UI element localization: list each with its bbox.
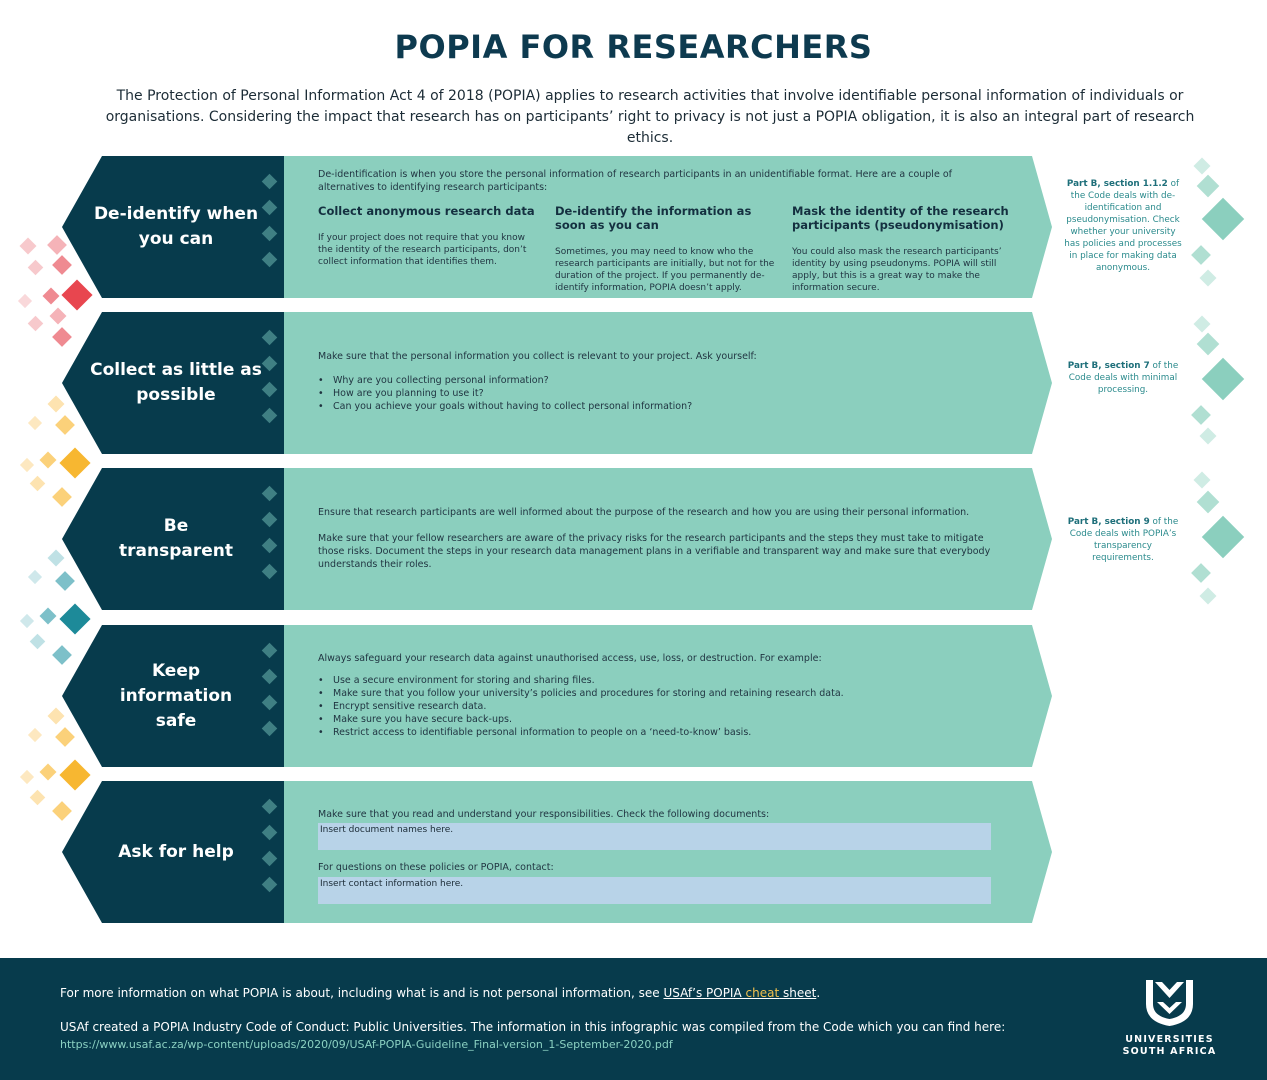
paragraph: Make sure that your fellow researchers are aware of the privacy risks for the research participants and the steps they must take to mitigate those risks. Document the steps in your research data management plans in a verifiable and transparent way and make sure that everybody understands their roles.	[318, 533, 991, 570]
section-keep-safe	[0, 625, 1267, 767]
list-item: • Make sure you have secure back-ups.	[318, 713, 1008, 726]
logo-wordmark: UNIVERSITIES SOUTH AFRICA	[1122, 1034, 1217, 1057]
code-reference: Part B, section 7 of the Code deals with minimal processing.	[1067, 361, 1179, 395]
section-intro: Make sure that you read and understand your responsibilities. Check the following documents:	[318, 809, 770, 820]
list-item: • Can you achieve your goals without having to collect personal information?	[318, 400, 1008, 413]
section-body	[318, 506, 1008, 571]
column-heading: De-identify the information as soon as you can	[555, 204, 752, 232]
column-pseudonymisation	[792, 204, 1012, 294]
section-label: Keep information safe	[119, 660, 233, 731]
section-intro: Always safeguard your research data against unauthorised access, use, loss, or destruction. For example:	[318, 653, 822, 664]
list-item: • Make sure that you follow your university’s policies and procedures for storing and retaining research data.	[318, 687, 1008, 700]
section-deidentify	[0, 156, 1267, 298]
section-body	[318, 652, 1008, 739]
section-intro: De-identification is when you store the personal information of research participants in an unidentifiable format. Here are a couple of alternatives to identifying research participants:	[318, 169, 952, 193]
section-label: De-identify when you can	[93, 204, 259, 249]
intro-paragraph: The Protection of Personal Information Act 4 of 2018 (POPIA) applies to research activities that involve identifiable personal information of individuals or organisations. Considering the impact that research has on participants’ right to privacy is not just a POPIA obligation, it is also an integral part of research ethics.	[105, 88, 1195, 146]
contact-intro: For questions on these policies or POPIA, contact:	[318, 862, 554, 873]
question-list	[318, 374, 1008, 413]
list-item: • Why are you collecting personal information?	[318, 374, 1008, 387]
cheat-sheet-link[interactable]: USAf’s POPIA cheat sheet	[663, 986, 817, 1000]
footer-code-line: USAf created a POPIA Industry Code of Conduct: Public Universities. The information in this infographic was compiled from the Code which you can find here:	[60, 1020, 1006, 1034]
section-intro: Make sure that the personal information you collect is relevant to your project. Ask yourself:	[318, 351, 757, 362]
column-text: If your project does not require that you know the identity of the research participants, don’t collect information that identifies them.	[318, 233, 527, 267]
section-label: Be transparent	[119, 516, 233, 561]
column-heading: Mask the identity of the research participants (pseudonymisation)	[792, 204, 1009, 232]
section-label: Ask for help	[118, 841, 234, 862]
footer	[0, 958, 1267, 1080]
page-title: POPIA FOR RESEARCHERS	[394, 28, 873, 66]
guideline-url-link[interactable]: https://www.usaf.ac.za/wp-content/uploads/2020/09/USAf-POPIA-Guideline_Final-version_1-September-2020.pdf	[60, 1038, 673, 1051]
section-label: Collect as little as possible	[90, 360, 262, 405]
contact-info-field[interactable]: Insert contact information here.	[318, 877, 991, 904]
column-anonymous	[318, 204, 538, 268]
safeguard-list	[318, 674, 1008, 739]
list-item: • How are you planning to use it?	[318, 387, 1008, 400]
code-reference: Part B, section 1.1.2 of the Code deals with de-identification and pseudonymisation. Check whether your university has policies and processes in place for making data anonymous.	[1064, 179, 1182, 273]
code-reference: Part B, section 9 of the Code deals with POPIA’s transparency requirements.	[1067, 517, 1179, 563]
column-heading: Collect anonymous research data	[318, 204, 535, 218]
column-text: You could also mask the research participants’ identity by using pseudonyms. POPIA will still apply, but this is a great way to make the information secure.	[792, 247, 1002, 293]
paragraph: Ensure that research participants are well informed about the purpose of the research and how you are using their personal information.	[318, 507, 970, 518]
column-text: Sometimes, you may need to know who the research participants are initially, but not for the duration of the project. If you permanently de-identify information, POPIA doesn’t apply.	[555, 247, 775, 293]
section-ask-help	[0, 781, 1267, 923]
footer-info-line: For more information on what POPIA is about, including what is and is not personal information, see USAf’s POPIA cheat sheet.	[60, 986, 821, 1000]
list-item: • Encrypt sensitive research data.	[318, 700, 1008, 713]
list-item: • Restrict access to identifiable personal information to people on a ‘need-to-know’ basis.	[318, 726, 1008, 739]
document-names-field[interactable]: Insert document names here.	[318, 823, 991, 850]
column-deidentify	[555, 204, 775, 294]
section-transparent	[0, 468, 1267, 610]
list-item: • Use a secure environment for storing and sharing files.	[318, 674, 1008, 687]
section-collect-little	[0, 312, 1267, 454]
section-body	[318, 350, 1008, 413]
